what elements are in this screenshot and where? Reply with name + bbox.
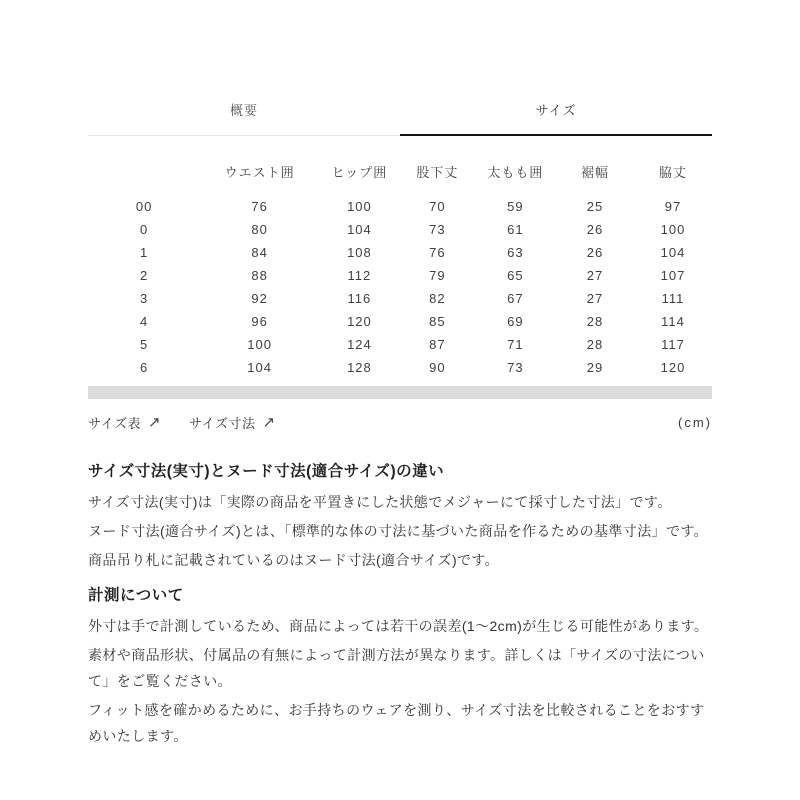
unit-note: (cm) (678, 415, 712, 430)
measurement-cell: 104 (347, 222, 372, 237)
measurement-cell: 79 (429, 268, 446, 283)
info-section (88, 586, 712, 749)
measurement-cell: 88 (251, 268, 268, 283)
measurement-cell: 63 (507, 245, 524, 260)
measurement-cell: 26 (586, 245, 604, 260)
table-row (88, 310, 712, 333)
measurement-cell: 128 (347, 360, 372, 375)
link-size-chart[interactable] (88, 413, 161, 432)
section-paragraph: 素材や商品形状、付属品の有無によって計測方法が異なります。詳しくは「サイズの寸法について」をご覧ください。 (88, 647, 705, 689)
measurement-cell: 90 (429, 360, 446, 375)
measurement-cell: 69 (507, 314, 524, 329)
measurement-cell: 28 (586, 337, 604, 352)
table-row (88, 241, 712, 264)
size-label-cell: 0 (140, 222, 149, 237)
table-row (88, 287, 712, 310)
measurement-cell: 107 (660, 268, 686, 283)
size-table (88, 148, 712, 379)
table-row (88, 264, 712, 287)
section-paragraph: フィット感を確かめるために、お手持ちのウェアを測り、サイズ寸法を比較されることをおすすめいたします。 (88, 702, 705, 744)
link-label: サイズ表 (88, 416, 141, 431)
measurement-cell: 28 (586, 314, 604, 329)
measurement-cell: 96 (251, 314, 268, 329)
measurement-cell: 85 (429, 314, 446, 329)
measurement-cell: 124 (347, 337, 372, 352)
link-label: サイズ寸法 (189, 416, 256, 431)
tab-size[interactable]: サイズ (400, 100, 712, 136)
size-label-cell: 5 (140, 337, 149, 352)
measurement-cell: 67 (507, 291, 524, 306)
size-links (88, 413, 304, 432)
section-paragraph: ヌード寸法(適合サイズ)とは、「標準的な体の寸法に基づいた商品を作るための基準寸法」です。 (88, 523, 709, 539)
measurement-cell: 27 (586, 291, 604, 306)
size-label-cell: 3 (140, 291, 149, 306)
measurement-cell: 120 (660, 360, 686, 375)
info-sections (88, 462, 712, 749)
measurement-column-header: ウエスト囲 (224, 165, 295, 180)
tab-overview[interactable]: 概要 (88, 100, 400, 136)
measurement-cell: 117 (661, 337, 685, 352)
measurement-cell: 116 (347, 291, 372, 306)
size-label-cell: 6 (140, 360, 149, 375)
size-label-cell: 2 (140, 268, 149, 283)
measurement-cell: 70 (429, 199, 446, 214)
measurement-cell: 71 (507, 337, 524, 352)
table-row (88, 218, 712, 241)
measurement-column-header: 脇丈 (658, 165, 687, 180)
size-label-cell: 1 (140, 245, 149, 260)
table-row (88, 333, 712, 356)
measurement-column-header: ヒップ囲 (331, 165, 388, 180)
measurement-cell: 61 (507, 222, 524, 237)
measurement-column-header: 股下丈 (416, 165, 459, 180)
measurement-cell: 76 (429, 245, 446, 260)
measurement-cell: 100 (660, 222, 686, 237)
section-paragraph: サイズ寸法(実寸)は「実際の商品を平置きにした状態でメジャーにて採寸した寸法」です。 (88, 494, 672, 510)
measurement-cell: 108 (347, 245, 372, 260)
measurement-cell: 65 (507, 268, 524, 283)
measurement-cell: 27 (586, 268, 604, 283)
table-row (88, 356, 712, 379)
table-horizontal-scrollbar[interactable] (88, 386, 712, 399)
info-section (88, 462, 712, 573)
size-label-cell: 4 (140, 314, 149, 329)
size-table-header-row (88, 148, 712, 195)
measurement-cell: 92 (251, 291, 268, 306)
links-row (88, 413, 712, 432)
measurement-cell: 80 (251, 222, 268, 237)
measurement-cell: 59 (507, 199, 524, 214)
tab-bar (88, 100, 712, 136)
measurement-cell: 114 (661, 314, 685, 329)
section-heading: 計測について (88, 587, 184, 604)
measurement-cell: 29 (586, 360, 604, 375)
external-link-icon: ↗ (262, 414, 276, 431)
link-size-measurements[interactable] (189, 413, 276, 432)
measurement-cell: 104 (660, 245, 686, 260)
measurement-cell: 82 (429, 291, 446, 306)
measurement-cell: 100 (347, 199, 372, 214)
size-label-cell: 00 (135, 199, 153, 214)
section-heading: サイズ寸法(実寸)とヌード寸法(適合サイズ)の違い (88, 463, 445, 480)
measurement-column-header: 裾幅 (580, 165, 609, 180)
measurement-cell: 100 (247, 337, 272, 352)
measurement-cell: 97 (664, 199, 682, 214)
external-link-icon: ↗ (147, 414, 162, 431)
section-paragraph: 商品吊り札に記載されているのはヌード寸法(適合サイズ)です。 (88, 552, 500, 568)
measurement-cell: 25 (586, 199, 604, 214)
table-row (88, 195, 712, 218)
measurement-cell: 84 (251, 245, 268, 260)
measurement-column-header: 太もも囲 (487, 165, 544, 180)
size-guide-panel (88, 0, 712, 749)
measurement-cell: 111 (661, 291, 685, 306)
measurement-cell: 112 (347, 268, 372, 283)
measurement-cell: 73 (429, 222, 446, 237)
measurement-cell: 73 (507, 360, 524, 375)
measurement-cell: 120 (347, 314, 372, 329)
measurement-cell: 26 (586, 222, 604, 237)
size-column-header (88, 148, 200, 195)
section-paragraph: 外寸は手で計測しているため、商品によっては若干の誤差(1〜2cm)が生じる可能性があります。 (88, 618, 709, 634)
measurement-cell: 76 (251, 199, 268, 214)
size-table-body (88, 195, 712, 379)
measurement-cell: 87 (429, 337, 446, 352)
measurement-cell: 104 (247, 360, 272, 375)
